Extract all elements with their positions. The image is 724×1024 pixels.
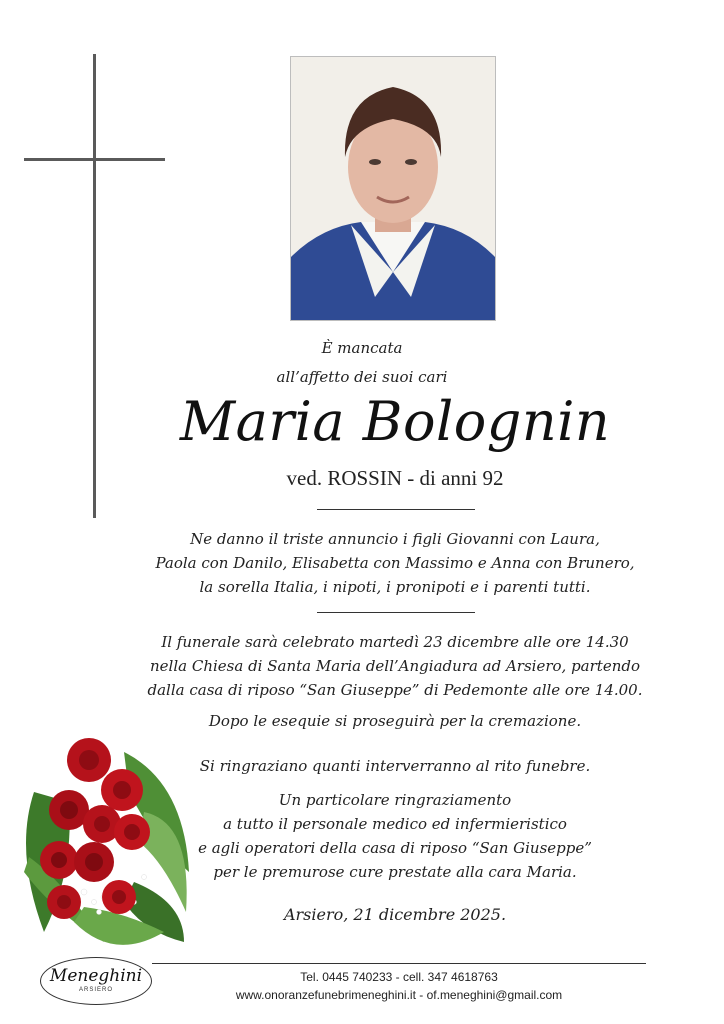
cremation-note: Dopo le esequie si proseguirà per la cremazione. <box>208 712 582 730</box>
intro-line-1: È mancata <box>321 339 403 357</box>
thanks-special-2: a tutto il personale medico ed infermieristico <box>223 815 567 833</box>
portrait-photo <box>290 56 496 321</box>
thanks-special-4: per le premurose cure prestate alla cara Maria. <box>213 863 577 881</box>
funeral-line-1: Il funerale sarà celebrato martedì 23 dicembre alle ore 14.30 <box>161 633 629 651</box>
divider-2 <box>317 612 475 613</box>
thanks-general: Si ringraziano quanti interverranno al rito funebre. <box>199 757 591 775</box>
cross-horizontal-bar <box>24 158 165 161</box>
place-date: Arsiero, 21 dicembre 2025. <box>283 905 507 924</box>
family-line-3: la sorella Italia, i nipoti, i pronipoti e i parenti tutti. <box>199 578 591 596</box>
intro-line-2: all’affetto dei suoi cari <box>276 368 448 386</box>
funeral-line-2: nella Chiesa di Santa Maria dell’Angiadura ad Arsiero, partendo <box>150 657 640 675</box>
footer-divider <box>152 963 646 964</box>
family-line-1: Ne danno il triste annuncio i figli Giovanni con Laura, <box>190 530 600 548</box>
red-roses-bouquet-icon <box>14 732 194 957</box>
family-line-2: Paola con Danilo, Elisabetta con Massimo e Anna con Brunero, <box>155 554 635 572</box>
thanks-special-3: e agli operatori della casa di riposo “San Giuseppe” <box>198 839 592 857</box>
footer-web-email[interactable]: www.onoranzefunebrimeneghini.it - of.meneghini@gmail.com <box>235 988 563 1002</box>
cross-vertical-bar <box>93 54 96 518</box>
logo-name: Meneghini <box>49 966 143 986</box>
divider-1 <box>317 509 475 510</box>
deceased-subtitle: ved. ROSSIN - di anni 92 <box>286 466 504 490</box>
funeral-home-logo <box>40 957 152 1005</box>
funeral-line-3: dalla casa di riposo “San Giuseppe” di Pedemonte alle ore 14.00. <box>147 681 643 699</box>
deceased-name: Maria Bolognin <box>179 390 611 453</box>
footer-phones: Tel. 0445 740233 - cell. 347 4618763 <box>300 970 498 984</box>
logo-town: ARSIERO <box>78 987 113 993</box>
thanks-special-1: Un particolare ringraziamento <box>278 791 512 809</box>
